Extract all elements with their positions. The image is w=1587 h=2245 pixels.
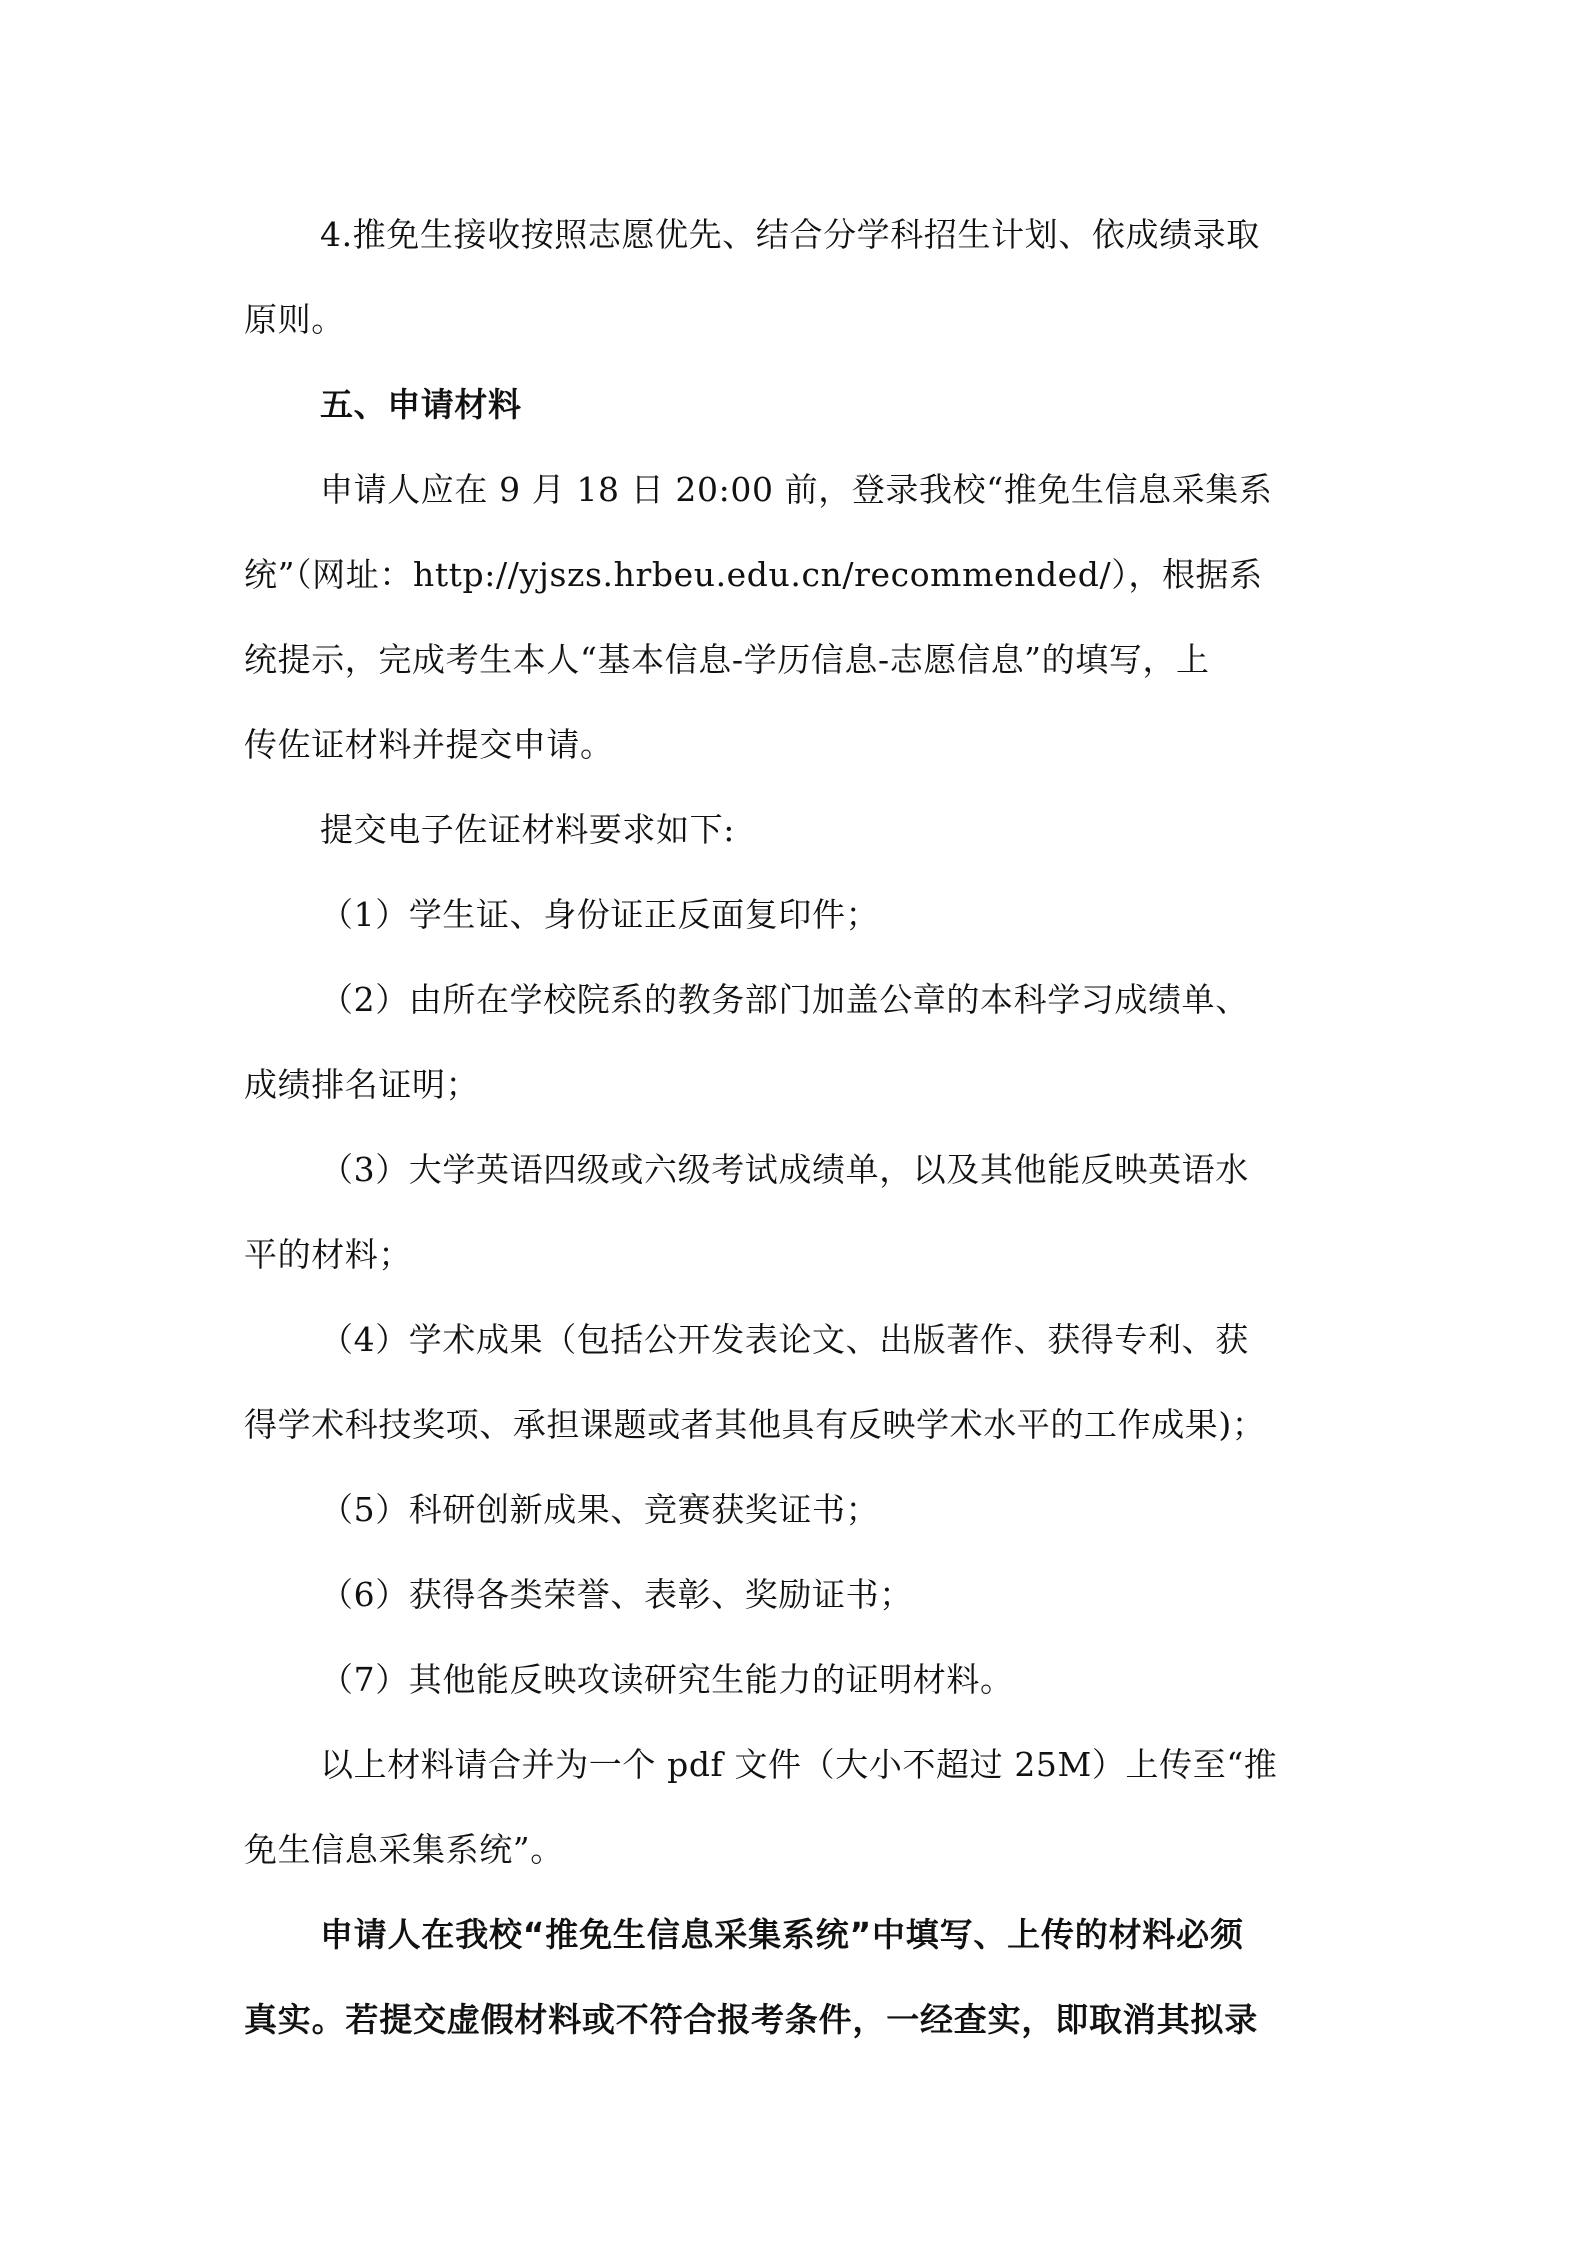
list-item: （7）其他能反映攻读研究生能力的证明材料。	[320, 1660, 1014, 1699]
paragraph-line: 以上材料请合并为一个 pdf 文件（大小不超过 25M）上传至“推	[320, 1745, 1278, 1784]
list-item: （1）学生证、身份证正反面复印件；	[320, 895, 880, 934]
paragraph-line: 平的材料；	[244, 1235, 412, 1274]
emphasis-line: 申请人在我校“推免生信息采集系统”中填写、上传的材料必须	[320, 1915, 1244, 1954]
list-item: （4）学术成果（包括公开发表论文、出版著作、获得专利、获	[320, 1320, 1249, 1359]
list-item: （2）由所在学校院系的教务部门加盖公章的本科学习成绩单、	[320, 980, 1249, 1019]
paragraph-line: 免生信息采集系统”。	[244, 1830, 564, 1869]
paragraph-line: 统”（网址：http://yjszs.hrbeu.edu.cn/recommended/），根据系	[244, 555, 1263, 594]
paragraph-line: 申请人应在 9 月 18 日 20:00 前，登录我校“推免生信息采集系	[320, 470, 1273, 509]
paragraph-line: 统提示，完成考生本人“基本信息-学历信息-志愿信息”的填写，上	[244, 640, 1210, 679]
paragraph-line: 4.推免生接收按照志愿优先、结合分学科招生计划、依成绩录取	[320, 215, 1260, 254]
paragraph-line: 传佐证材料并提交申请。	[244, 725, 614, 764]
paragraph-line: 成绩排名证明；	[244, 1065, 480, 1104]
section-heading: 五、申请材料	[320, 385, 522, 424]
list-item: （5）科研创新成果、竞赛获奖证书；	[320, 1490, 880, 1529]
paragraph-line: 原则。	[244, 300, 345, 339]
list-item: （3）大学英语四级或六级考试成绩单，以及其他能反映英语水	[320, 1150, 1249, 1189]
list-item: （6）获得各类荣誉、表彰、奖励证书；	[320, 1575, 913, 1614]
emphasis-line: 真实。若提交虚假材料或不符合报考条件，一经查实，即取消其拟录	[244, 2000, 1258, 2039]
paragraph-line: 提交电子佐证材料要求如下:	[320, 810, 735, 849]
paragraph-line: 得学术科技奖项、承担课题或者其他具有反映学术水平的工作成果)；	[244, 1405, 1266, 1444]
